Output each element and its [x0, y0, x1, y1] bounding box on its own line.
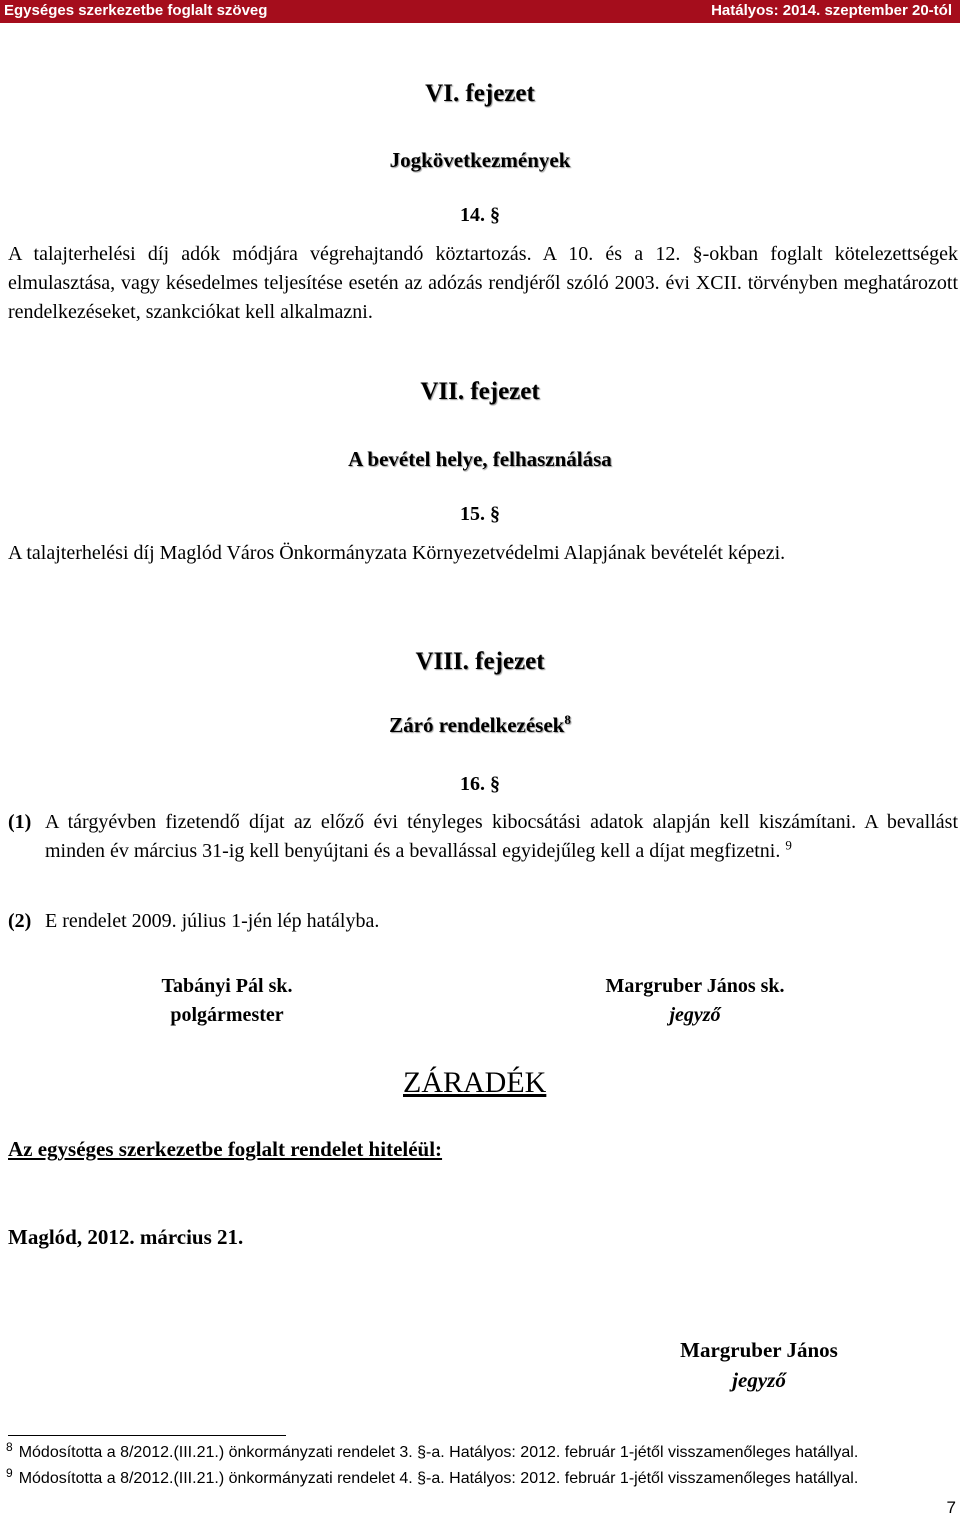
- paragraph-1-body: [45, 808, 958, 866]
- footnote-9-text: Módosította a 8/2012.(III.21.) önkormányzati rendelet 4. §-a. Hatályos: 2012. február 1-jétől visszamenőleges hatállyal.: [18, 1470, 859, 1487]
- footnote-9: [6, 1465, 859, 1488]
- chapter-6-title: VI. fejezet: [425, 80, 535, 107]
- zaradek-signer-role: jegyző: [732, 1368, 786, 1392]
- signature-notary-role: jegyző: [669, 1004, 721, 1026]
- header-document-status: Egységes szerkezetbe foglalt szöveg: [4, 2, 268, 19]
- chapter-8-title: VIII. fejezet: [415, 648, 545, 675]
- signature-mayor: [120, 972, 334, 1030]
- footnote-ref-8[interactable]: 8: [564, 712, 571, 727]
- page-number: 7: [946, 1498, 956, 1517]
- paragraph-1-text: A tárgyévben fizetendő díjat az előző évi tényleges kibocsátási adatok alapján kell kiszámítani. A bevallást minden év március 31-ig kell benyújtani és a bevallással egyidejűleg kell a díjat megfizetni.: [45, 811, 958, 862]
- section-14-text: A talajterhelési díj adók módjára végrehajtandó köztartozás. A 10. és a 12. §-okban foglalt kötelezettségek elmulasztása, vagy késedelmes teljesítése esetén az adózás rendjéről szóló 2003. évi XCII. törvényben meghatározott rendelkezéseket, szankciókat kell alkalmazni.: [8, 243, 958, 323]
- zaradek-title: ZÁRADÉK: [403, 1066, 547, 1099]
- section-16-heading: 16. §: [460, 773, 500, 795]
- zaradek-date: Maglód, 2012. március 21.: [8, 1225, 244, 1249]
- signature-mayor-role: polgármester: [170, 1004, 284, 1026]
- zaradek-signer-name: Margruber János: [680, 1338, 838, 1362]
- chapter-7-subtitle: A bevétel helye, felhasználása: [348, 447, 612, 471]
- paragraph-1-number: (1): [8, 811, 32, 833]
- signature-notary: [570, 972, 820, 1030]
- zaradek-statement: Az egységes szerkezetbe foglalt rendelet hiteléül:: [8, 1137, 443, 1161]
- footnote-8: [6, 1439, 859, 1462]
- header-effective-date: Hatályos: 2014. szeptember 20-tól: [711, 2, 952, 19]
- chapter-8-subtitle-wrap: [0, 713, 960, 738]
- signature-mayor-name: Tabányi Pál sk.: [161, 975, 293, 997]
- paragraph-1: [8, 808, 958, 898]
- footnote-8-number: 8: [6, 1439, 13, 1454]
- document-header-bar: [0, 0, 960, 23]
- footnote-ref-9[interactable]: 9: [785, 837, 792, 853]
- chapter-7-title: VII. fejezet: [420, 378, 540, 405]
- footnote-9-number: 9: [6, 1465, 13, 1480]
- footnote-8-text: Módosította a 8/2012.(III.21.) önkormányzati rendelet 3. §-a. Hatályos: 2012. február 1-jétől visszamenőleges hatállyal.: [18, 1444, 859, 1461]
- footnote-separator: [8, 1435, 286, 1436]
- signature-notary-name: Margruber János sk.: [605, 975, 785, 997]
- section-15-text: A talajterhelési díj Maglód Város Önkormányzata Környezetvédelmi Alapjának bevételét képezi.: [8, 542, 786, 564]
- paragraph-2-text: E rendelet 2009. július 1-jén lép hatályba.: [45, 910, 380, 932]
- chapter-8-subtitle: Záró rendelkezések: [389, 713, 565, 737]
- chapter-6-subtitle: Jogkövetkezmények: [389, 148, 571, 172]
- paragraph-2-number: (2): [8, 910, 32, 932]
- zaradek-signature: [640, 1335, 878, 1395]
- paragraph-2: [8, 907, 958, 937]
- section-15-heading: 15. §: [460, 503, 500, 525]
- section-14-heading: 14. §: [460, 204, 500, 226]
